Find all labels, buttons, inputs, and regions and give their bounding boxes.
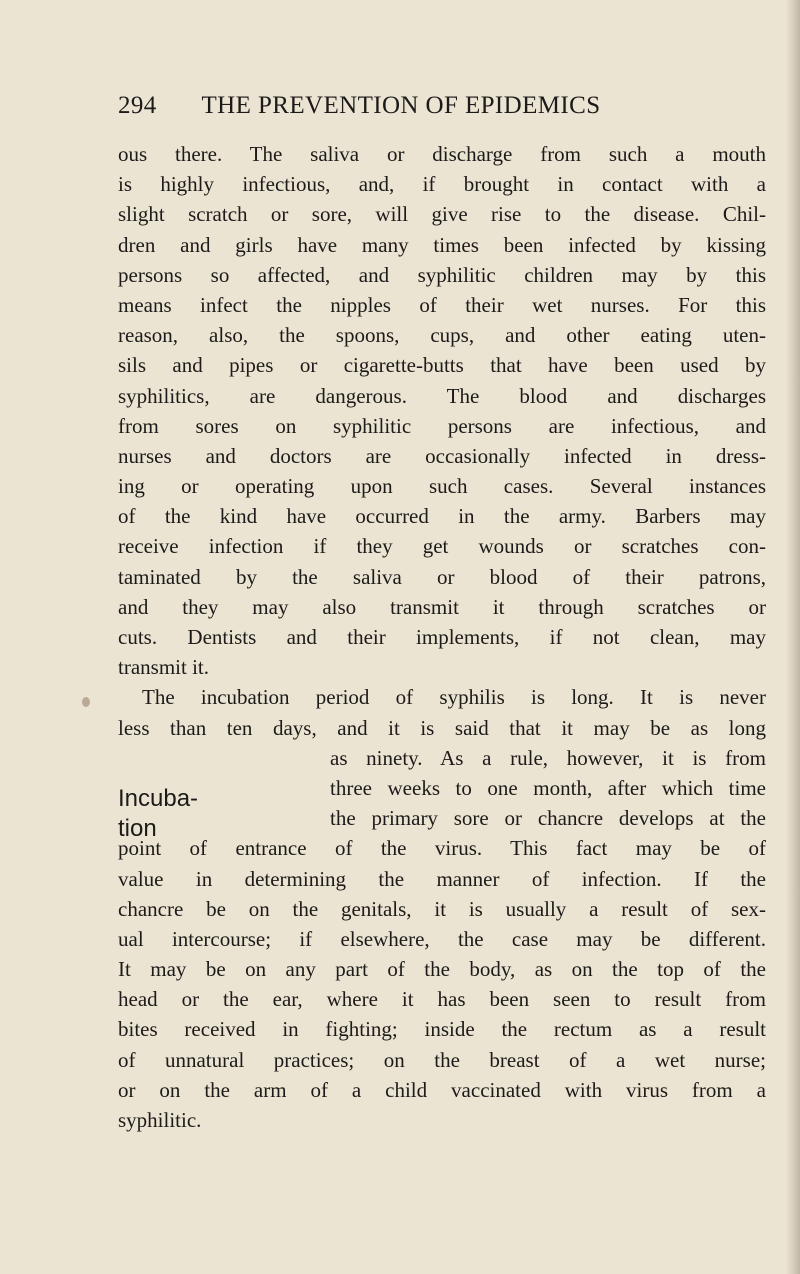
text-line: ual intercourse; if elsewhere, the case may be different. xyxy=(118,926,766,951)
text-line: means infect the nipples of their wet nurses. For this xyxy=(118,292,766,317)
margin-note-line: Incuba- xyxy=(118,785,199,812)
text-line: nurses and doctors are occasionally infected in dress- xyxy=(118,443,766,468)
text-line: receive infection if they get wounds or scratches con- xyxy=(118,534,766,559)
margin-note-line: tion xyxy=(118,815,157,842)
text-line: slight scratch or sore, will give rise to the disease. Chil- xyxy=(118,202,766,227)
margin-note xyxy=(118,784,228,844)
body-text xyxy=(118,139,766,1135)
page-header xyxy=(118,92,684,128)
text-line: value in determining the manner of infection. If the xyxy=(118,866,766,891)
page-edge-shadow xyxy=(786,0,800,1274)
running-title: THE PREVENTION OF EPIDEMICS xyxy=(201,92,601,119)
text-line: of the kind have occurred in the army. Barbers may xyxy=(118,504,766,529)
text-line: less than ten days, and it is said that it may be as long xyxy=(118,715,766,740)
text-line: taminated by the saliva or blood of their patrons, xyxy=(118,564,766,589)
text-line: sils and pipes or cigarette-butts that have been used by xyxy=(118,353,766,378)
paper-stain xyxy=(82,697,90,707)
text-line: and they may also transmit it through scratches or xyxy=(118,594,766,619)
text-line: bites received in fighting; inside the rectum as a result xyxy=(118,1017,766,1042)
text-line: from sores on syphilitic persons are infectious, and xyxy=(118,413,766,438)
text-line: ous there. The saliva or discharge from such a mouth xyxy=(118,142,766,166)
text-line: cuts. Dentists and their implements, if not clean, may xyxy=(118,625,766,649)
text-line: point of entrance of the virus. This fact may be of xyxy=(118,836,766,861)
text-line: chancre be on the genitals, it is usually a result of sex- xyxy=(118,896,766,921)
text-line: the primary sore or chancre develops at the xyxy=(330,806,766,831)
text-line: dren and girls have many times been infected by kissing xyxy=(118,232,766,257)
text-line: syphilitic. xyxy=(118,1108,202,1132)
text-line: is highly infectious, and, if brought in contact with a xyxy=(118,172,766,197)
page-number: 294 xyxy=(118,92,157,119)
text-line: of unnatural practices; on the breast of a wet nurse; xyxy=(118,1047,766,1072)
text-line: as ninety. As a rule, however, it is from xyxy=(330,745,766,770)
text-line: or on the arm of a child vaccinated with virus from a xyxy=(118,1077,766,1102)
text-line: ing or operating upon such cases. Several instances xyxy=(118,474,766,499)
text-line: syphilitics, are dangerous. The blood and discharges xyxy=(118,383,766,408)
text-line: It may be on any part of the body, as on the top of the xyxy=(118,957,766,982)
text-line: The incubation period of syphilis is long. It is never xyxy=(142,685,766,710)
text-line: persons so affected, and syphilitic children may by this xyxy=(118,262,766,287)
text-line: head or the ear, where it has been seen to result from xyxy=(118,987,766,1012)
text-line: reason, also, the spoons, cups, and other eating uten- xyxy=(118,323,766,348)
text-line: transmit it. xyxy=(118,655,209,680)
text-line: three weeks to one month, after which time xyxy=(330,775,766,800)
